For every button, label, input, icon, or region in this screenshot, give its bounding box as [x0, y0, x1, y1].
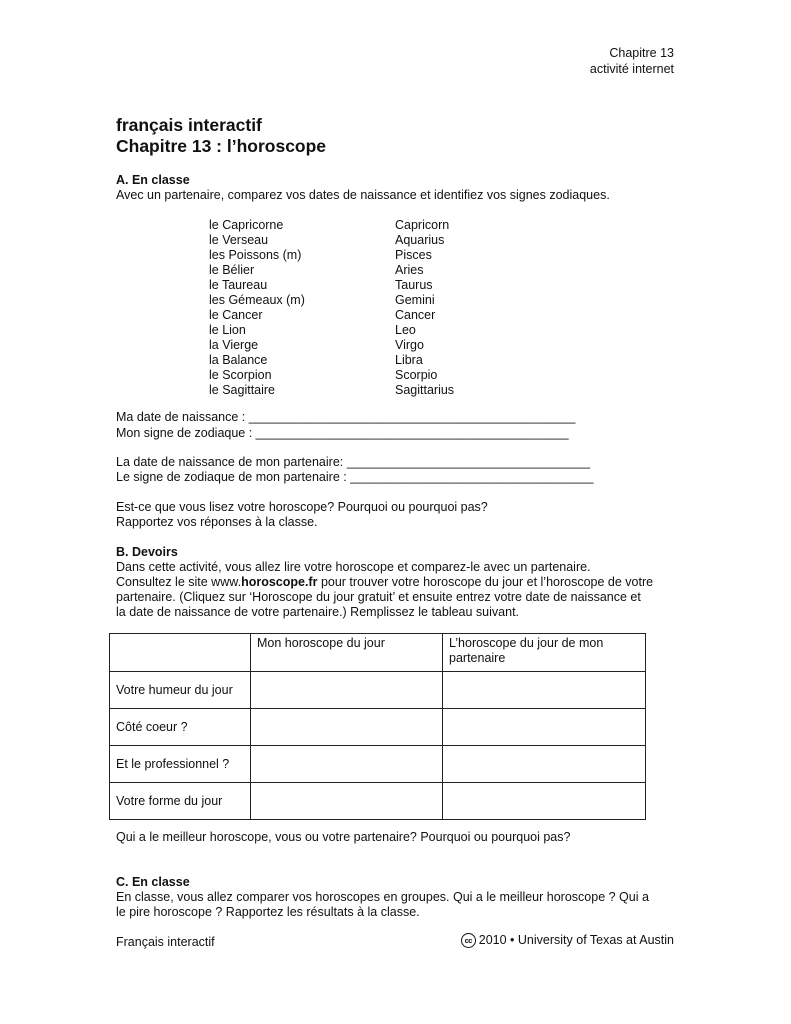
answer-cell [443, 672, 646, 709]
report-instruction: Rapportez vos réponses à la classe. [116, 515, 318, 529]
partner-birth-date-field: La date de naissance de mon partenaire: ___________________________________ [116, 455, 591, 469]
creative-commons-icon: cc [461, 933, 476, 948]
section-b-line-4: la date de naissance de votre partenaire.) Remplissez le tableau suivant. [116, 605, 520, 619]
answer-cell [251, 783, 443, 820]
horoscope-table [109, 633, 646, 820]
section-c-line-2: le pire horoscope ? Rapportez les résultats à la classe. [116, 905, 420, 919]
zodiac-english: Taurus [395, 278, 433, 292]
answer-cell [443, 783, 646, 820]
row-label: Côté coeur ? [110, 709, 251, 746]
answer-cell [443, 709, 646, 746]
zodiac-french: la Vierge [209, 338, 259, 352]
header-chapter: Chapitre 13 [609, 46, 674, 60]
zodiac-english: Leo [395, 323, 416, 337]
section-c-line-1: En classe, vous allez comparer vos horoscopes en groupes. Qui a le meilleur horoscope ? Qui a [116, 890, 649, 904]
zodiac-french: le Verseau [209, 233, 269, 247]
my-birth-date-field: Ma date de naissance : _______________________________________________ [116, 410, 576, 424]
zodiac-english: Gemini [395, 293, 435, 307]
table-header-cell: L’horoscope du jour de mon partenaire [443, 634, 646, 672]
zodiac-english: Pisces [395, 248, 432, 262]
header-activity: activité internet [589, 62, 674, 76]
section-b-line-3: partenaire. (Cliquez sur ‘Horoscope du jour gratuit’ et ensuite entrez votre date de naissance et [116, 590, 641, 604]
zodiac-english: Sagittarius [395, 383, 455, 397]
document-title [116, 115, 326, 157]
horoscope-site-link: horoscope.fr [241, 575, 318, 589]
zodiac-english: Cancer [395, 308, 436, 322]
zodiac-english: Capricorn [395, 218, 450, 232]
zodiac-english: Libra [395, 353, 423, 367]
answer-cell [251, 672, 443, 709]
zodiac-french: le Scorpion [209, 368, 272, 382]
answer-cell [443, 746, 646, 783]
footer-left: Français interactif [116, 935, 215, 949]
table-header-cell [110, 634, 251, 672]
answer-cell [251, 746, 443, 783]
zodiac-english: Aquarius [395, 233, 445, 247]
zodiac-french: le Lion [209, 323, 246, 337]
my-sign-field: Mon signe de zodiaque : _____________________________________________ [116, 426, 569, 440]
row-label: Votre forme du jour [110, 783, 251, 820]
section-b-line-2 [116, 575, 653, 590]
zodiac-english: Virgo [395, 338, 424, 352]
section-b-line-2-pre: Consultez le site www. [116, 575, 242, 589]
section-b-line-2-post: pour trouver votre horoscope du jour et l’horoscope de votre [317, 575, 654, 589]
title-line-1: français interactif [116, 115, 262, 135]
zodiac-french: les Poissons (m) [209, 248, 302, 262]
section-b-heading: B. Devoirs [116, 545, 178, 559]
zodiac-french: le Sagittaire [209, 383, 276, 397]
zodiac-french: les Gémeaux (m) [209, 293, 305, 307]
table-row [110, 709, 646, 746]
reading-question: Est-ce que vous lisez votre horoscope? Pourquoi ou pourquoi pas? [116, 500, 488, 514]
zodiac-french: le Bélier [209, 263, 255, 277]
page-header [590, 45, 674, 77]
table-header-cell: Mon horoscope du jour [251, 634, 443, 672]
table-row [110, 672, 646, 709]
zodiac-french: le Capricorne [209, 218, 284, 232]
zodiac-french: le Taureau [209, 278, 268, 292]
zodiac-french: la Balance [209, 353, 268, 367]
comparison-question: Qui a le meilleur horoscope, vous ou votre partenaire? Pourquoi ou pourquoi pas? [116, 830, 571, 844]
table-row [110, 783, 646, 820]
zodiac-english: Scorpio [395, 368, 438, 382]
row-label: Et le professionnel ? [110, 746, 251, 783]
section-c-heading: C. En classe [116, 875, 190, 889]
section-a-intro: Avec un partenaire, comparez vos dates de naissance et identifiez vos signes zodiaques. [116, 188, 610, 202]
table-row [110, 746, 646, 783]
footer-right [461, 933, 674, 948]
row-label: Votre humeur du jour [110, 672, 251, 709]
title-line-2: Chapitre 13 : l’horoscope [116, 136, 327, 156]
section-a-heading: A. En classe [116, 173, 190, 187]
zodiac-english: Aries [395, 263, 424, 277]
zodiac-french: le Cancer [209, 308, 263, 322]
partner-sign-field: Le signe de zodiaque de mon partenaire : ___________________________________ [116, 470, 594, 484]
footer-copyright: 2010 • University of Texas at Austin [478, 933, 674, 947]
answer-cell [251, 709, 443, 746]
section-b-line-1: Dans cette activité, vous allez lire votre horoscope et comparez-le avec un partenaire. [116, 560, 591, 574]
table-header-row [110, 634, 646, 672]
